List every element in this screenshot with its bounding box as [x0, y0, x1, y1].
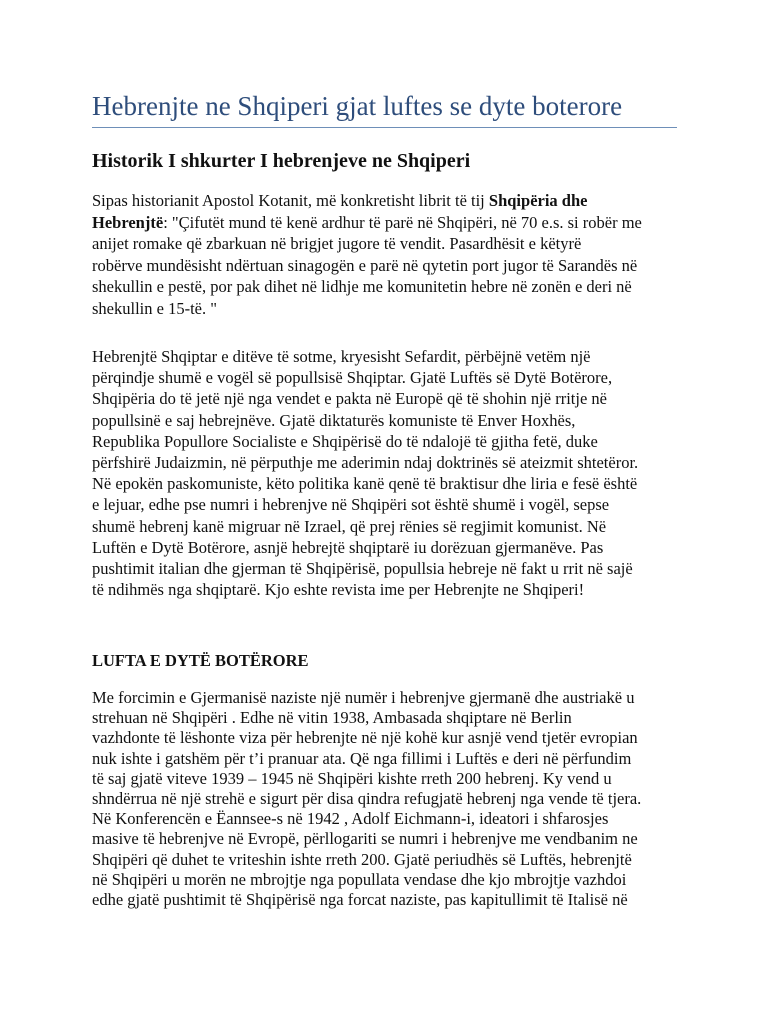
paragraph-line: Me forcimin e Gjermanisë naziste një numër i hebrenjve gjermanë dhe austriakë u	[92, 688, 635, 707]
paragraph-line: shekullin e pestë, por pak dihet në lidhje me komunitetin hebre në zonën e deri në	[92, 277, 632, 297]
paragraph-line: Në epokën paskomuniste, këto politika kanë qenë të braktisur dhe liria e fesë është	[92, 474, 638, 494]
paragraph-line: pushtimit italian dhe gjerman të Shqipërisë, popullsia hebreje në fakt u rrit në sajë	[92, 558, 633, 578]
paragraph-line: përfshirë Judaizmin, në përputhje me aderimin ndaj doktrinës së ateizmit shtetëror.	[92, 452, 639, 472]
paragraph-3	[92, 688, 677, 910]
paragraph-line	[92, 190, 677, 212]
title-divider	[92, 127, 677, 128]
paragraph-line: anijet romake që zbarkuan në brigjet jugore të vendit. Pasardhësit e këtyrë	[92, 234, 582, 254]
paragraph-line: robërve mundësisht ndërtuan sinagogën e parë në qytetin port jugor të Sarandës në	[92, 255, 638, 275]
paragraph-line: Në Konferencën e Ëannsee-s në 1942 , Adolf Eichmann-i, ideatori i shfarosjes	[92, 809, 609, 829]
paragraph-1	[92, 190, 677, 320]
paragraph-2	[92, 346, 677, 600]
paragraph-line	[92, 212, 677, 234]
paragraph-line: Luftën e Dytë Botërore, asnjë hebrejtë shqiptarë iu dorëzuan gjermanëve. Pas	[92, 537, 604, 557]
paragraph-line: Republika Popullore Socialiste e Shqipërisë do të ndalojë të gjitha fetë, duke	[92, 431, 598, 451]
paragraph-line: popullsinë e saj hebrejnëve. Gjatë diktaturës komuniste të Enver Hoxhës,	[92, 410, 576, 430]
paragraph-line: përqindje shumë e vogël së popullsisë Shqiptar. Gjatë Luftës së Dytë Botërore,	[92, 368, 613, 388]
paragraph-line: të saj gjatë viteve 1939 – 1945 në Shqipëri kishte rreth 200 hebrenj. Ky vend u	[92, 768, 612, 788]
paragraph-line: shumë hebrenj kanë migruar në Izrael, që prej rënies së regjimit komunist. Në	[92, 516, 607, 536]
paragraph-line: shekullin e 15-të. "	[92, 298, 217, 318]
paragraph-line: nuk ishte i gatshëm për t’i pranuar ata. Që nga fillimi i Luftës e deri në përfundim	[92, 748, 632, 768]
paragraph-line: e lejuar, edhe pse numri i hebrenjve në Shqipëri sot është shumë i vogël, sepse	[92, 495, 610, 515]
document-title: Hebrenjte ne Shqiperi gjat luftes se dyte boterore	[92, 91, 623, 121]
paragraph-line: në Shqipëri u morën ne mbrojtje nga popullata vendase dhe kjo mbrojtje vazhdoi	[92, 869, 627, 889]
section-heading-ww2: LUFTA E DYTË BOTËRORE	[92, 651, 309, 670]
paragraph-line: masive të hebrenjve në Evropë, përllogariti se numri i hebrenjve me vendbanim ne	[92, 829, 638, 849]
text-run: : "Çifutët mund të kenë ardhur të parë në Shqipëri, në 70 e.s. si robër me	[163, 212, 642, 232]
paragraph-line: strehuan në Shqipëri . Edhe në vitin 1938, Ambasada shqiptare në Berlin	[92, 708, 572, 728]
section-heading-history: Historik I shkurter I hebrenjeve ne Shqiperi	[92, 150, 471, 172]
book-title-part1: Shqipëria dhe	[488, 191, 588, 210]
paragraph-line: të ndihmës nga shqiptarë. Kjo eshte revista ime per Hebrenjte ne Shqiperi!	[92, 580, 585, 600]
paragraph-line: Shqipëria do të jetë një nga vendet e pakta në Europë që të shohin një rritje në	[92, 389, 607, 409]
text-run: Sipas historianit Apostol Kotanit, më konkretisht librit të tij	[92, 191, 489, 210]
paragraph-line: edhe gjatë pushtimit të Shqipërisë nga forcat naziste, pas kapitullimit të Italisë në	[92, 889, 628, 909]
paragraph-line: Hebrenjtë Shqiptar e ditëve të sotme, kryesisht Sefardit, përbëjnë vetëm një	[92, 347, 591, 366]
paragraph-line: Shqipëri që duhet te vriteshin ishte rreth 200. Gjatë periudhës së Luftës, hebrenjtë	[92, 849, 632, 869]
paragraph-line: vazhdonte të lëshonte viza për hebrenjte në një kohë kur asnjë vend tjetër evropian	[92, 728, 638, 748]
paragraph-line: shndërrua në një strehë e sigurt për disa qindra refugjatë hebrenj nga vende të tjera.	[92, 788, 642, 808]
book-title-part2: Hebrenjtë	[92, 212, 164, 232]
